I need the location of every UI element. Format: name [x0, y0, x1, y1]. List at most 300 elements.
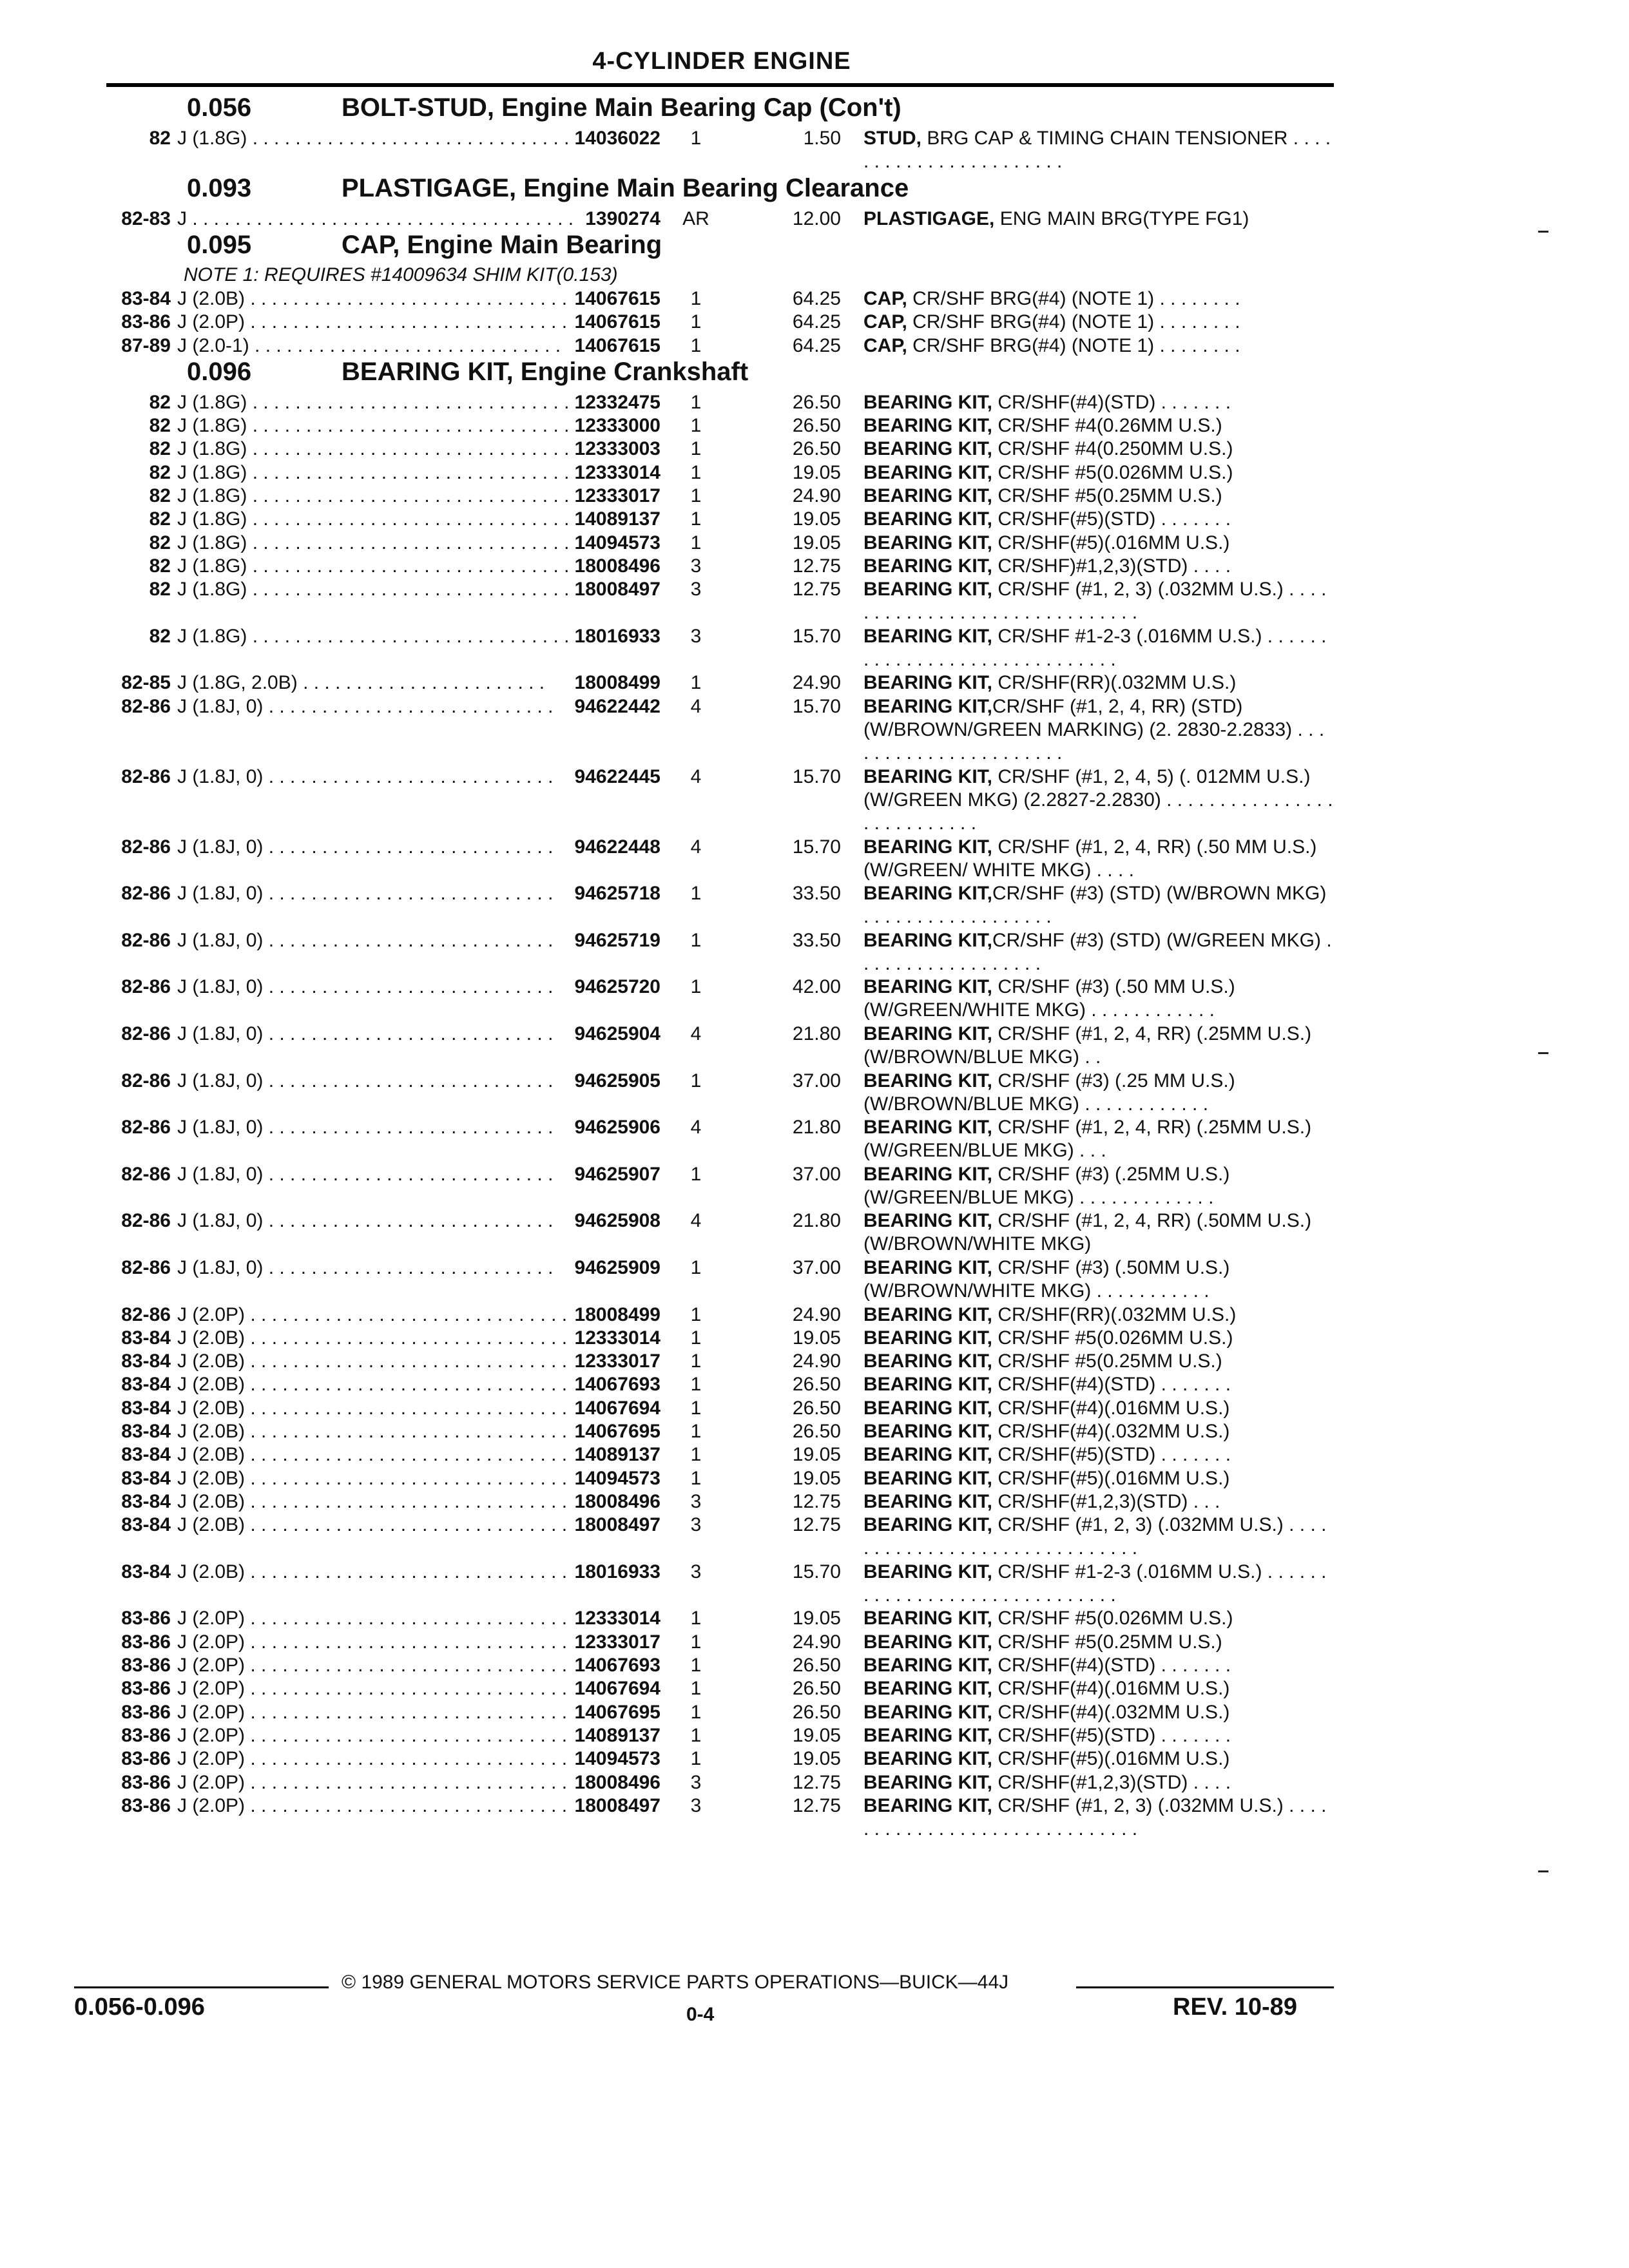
- price: 12.75: [792, 555, 841, 577]
- description-keyword: BEARING KIT,: [863, 1163, 993, 1185]
- section-name: PLASTIGAGE, Engine Main Bearing Clearance: [342, 173, 909, 202]
- parts-row: [0, 1070, 1629, 1117]
- price: 24.90: [792, 485, 841, 506]
- description-text: CR/SHF (#1, 2, 3) (.032MM U.S.) . . . . . . . . . . . . . . . . . . . . . . . . . . . . . .: [863, 1794, 1327, 1840]
- model-years: 82-86: [121, 1163, 171, 1185]
- parts-row: [0, 929, 1629, 976]
- description-text: CR/SHF (#3) (.50MM U.S.) (W/BROWN/WHITE MKG) . . . . . . . . . . .: [863, 1256, 1230, 1302]
- price: 26.50: [792, 1678, 841, 1700]
- parts-row: [0, 1420, 1629, 1443]
- price: 12.00: [792, 207, 841, 229]
- description-text: CR/SHF(RR)(.032MM U.S.): [992, 672, 1237, 694]
- description-text: CR/SHF(#4)(STD) . . . . . . .: [992, 1374, 1231, 1396]
- engine-code: J (2.0B) . . . . . . . . . . . . . . . . . . . . . . . . . . . . . .: [177, 1490, 568, 1512]
- price: 64.25: [792, 311, 841, 333]
- part-number: 14067615: [574, 287, 660, 309]
- quantity: 1: [690, 1327, 702, 1349]
- part-number: 94625906: [574, 1117, 660, 1139]
- parts-row: [0, 555, 1629, 578]
- model-years: 83-86: [121, 1794, 171, 1816]
- part-description: [863, 1116, 1334, 1162]
- part-number: 14094573: [574, 1467, 660, 1489]
- part-description: [863, 532, 1334, 555]
- model-years: 83-84: [121, 1514, 171, 1536]
- part-description: [863, 975, 1334, 1022]
- part-number: 12333014: [574, 1327, 660, 1349]
- quantity: 1: [690, 672, 702, 694]
- engine-code: J (1.8J, 0) . . . . . . . . . . . . . . . . . . . . . . . . . . .: [177, 695, 554, 717]
- description-text: CR/SHF(#5)(.016MM U.S.): [992, 1467, 1230, 1489]
- description-text: CR/SHF BRG(#4) (NOTE 1) . . . . . . . .: [907, 311, 1240, 333]
- quantity: 1: [690, 1256, 702, 1278]
- price: 26.50: [792, 438, 841, 460]
- parts-row: [0, 1443, 1629, 1466]
- parts-row: [0, 1209, 1629, 1256]
- price: 37.00: [792, 1163, 841, 1185]
- description-keyword: BEARING KIT,: [863, 1490, 993, 1512]
- section-number: 0.093: [187, 173, 252, 202]
- footer-rule-left: [74, 1986, 329, 1988]
- model-years: 83-84: [121, 1490, 171, 1512]
- description-text: CR/SHF(#4)(STD) . . . . . . .: [992, 391, 1231, 413]
- quantity: 1: [690, 1748, 702, 1770]
- price: 42.00: [792, 976, 841, 998]
- engine-code: J (1.8G) . . . . . . . . . . . . . . . . . . . . . . . . . . . . . .: [177, 532, 570, 553]
- quantity: 1: [690, 1303, 702, 1325]
- quantity: 1: [690, 1374, 702, 1396]
- description-keyword: BEARING KIT,: [863, 1210, 993, 1232]
- part-number: 1390274: [585, 207, 660, 229]
- description-keyword: BEARING KIT,: [863, 836, 993, 858]
- quantity: 1: [690, 438, 702, 460]
- engine-code: J (2.0P) . . . . . . . . . . . . . . . . . . . . . . . . . . . . . .: [177, 1303, 568, 1325]
- part-description: [863, 836, 1334, 882]
- description-text: CR/SHF (#1, 2, 4, RR) (STD) (W/BROWN/GREEN MARKING) (2. 2830-2.2833) . . . . . . . . . . . . . . . . . . . . . .: [863, 695, 1325, 764]
- description-keyword: BEARING KIT,: [863, 461, 993, 483]
- quantity: 1: [690, 1397, 702, 1419]
- model-years: 83-84: [121, 1467, 171, 1489]
- engine-code: J (2.0B) . . . . . . . . . . . . . . . . . . . . . . . . . . . . . .: [177, 1444, 568, 1466]
- description-keyword: STUD,: [863, 128, 921, 149]
- part-description: [863, 1677, 1334, 1700]
- description-keyword: BEARING KIT,: [863, 1256, 993, 1278]
- description-keyword: BEARING KIT,: [863, 1444, 993, 1466]
- description-text: CR/SHF(#4)(.032MM U.S.): [992, 1701, 1230, 1723]
- engine-code: J (2.0P) . . . . . . . . . . . . . . . . . . . . . . . . . . . . . .: [177, 1655, 568, 1676]
- part-number: 12333014: [574, 461, 660, 483]
- description-keyword: BEARING KIT,: [863, 1655, 993, 1676]
- parts-row: [0, 1794, 1629, 1841]
- part-number: 12333017: [574, 1631, 660, 1653]
- part-description: [863, 334, 1334, 358]
- parts-row: [0, 671, 1629, 695]
- description-keyword: BEARING KIT,: [863, 1724, 993, 1746]
- price: 21.80: [792, 1117, 841, 1139]
- section-number: 0.096: [187, 357, 252, 386]
- model-years: 82: [149, 532, 171, 553]
- description-keyword: BEARING KIT,: [863, 1631, 993, 1653]
- parts-row: [0, 391, 1629, 414]
- section-note: NOTE 1: REQUIRES #14009634 SHIM KIT(0.153): [184, 264, 618, 285]
- part-description: [863, 1467, 1334, 1490]
- description-text: CR/SHF(#4)(.016MM U.S.): [992, 1397, 1230, 1419]
- description-keyword: BEARING KIT,: [863, 532, 993, 553]
- parts-row: [0, 1327, 1629, 1350]
- description-text: CR/SHF #1-2-3 (.016MM U.S.) . . . . . . . . . . . . . . . . . . . . . . . . . . . . . .: [863, 625, 1327, 670]
- model-years: 83-86: [121, 1748, 171, 1770]
- description-keyword: BEARING KIT,: [863, 579, 993, 601]
- model-years: 82-86: [121, 929, 171, 951]
- quantity: 4: [690, 1117, 702, 1139]
- part-number: 12333014: [574, 1608, 660, 1629]
- parts-row: [0, 532, 1629, 555]
- part-description: [863, 1607, 1334, 1630]
- engine-code: J (1.8G) . . . . . . . . . . . . . . . . . . . . . . . . . . . . . .: [177, 391, 570, 413]
- part-number: 94625904: [574, 1023, 660, 1044]
- parts-row: [0, 625, 1629, 672]
- engine-code: J (2.0P) . . . . . . . . . . . . . . . . . . . . . . . . . . . . . .: [177, 1631, 568, 1653]
- price: 19.05: [792, 532, 841, 553]
- parts-row: [0, 311, 1629, 334]
- price: 37.00: [792, 1256, 841, 1278]
- part-number: 14089137: [574, 1724, 660, 1746]
- model-years: 82: [149, 438, 171, 460]
- model-years: 83-84: [121, 1397, 171, 1419]
- part-number: 94622445: [574, 765, 660, 787]
- parts-row: [0, 1607, 1629, 1630]
- section-number: 0.095: [187, 230, 252, 259]
- engine-code: J (1.8J, 0) . . . . . . . . . . . . . . . . . . . . . . . . . . .: [177, 883, 554, 905]
- part-description: [863, 207, 1334, 231]
- part-number: 94625908: [574, 1210, 660, 1232]
- engine-code: J (1.8J, 0) . . . . . . . . . . . . . . . . . . . . . . . . . . .: [177, 1210, 554, 1232]
- quantity: 1: [690, 287, 702, 309]
- description-text: BRG CAP & TIMING CHAIN TENSIONER . . . . . . . . . . . . . . . . . . . . . . .: [863, 128, 1331, 172]
- price: 19.05: [792, 1724, 841, 1746]
- part-number: 18016933: [574, 1561, 660, 1582]
- engine-code: J (1.8G) . . . . . . . . . . . . . . . . . . . . . . . . . . . . . .: [177, 625, 570, 647]
- description-text: CR/SHF #5(0.026MM U.S.): [992, 1608, 1233, 1629]
- quantity: 1: [690, 1467, 702, 1489]
- model-years: 82-86: [121, 1023, 171, 1044]
- part-number: 12333017: [574, 485, 660, 506]
- part-number: 14036022: [574, 128, 660, 149]
- quantity: AR: [682, 207, 709, 229]
- engine-code: J (2.0B) . . . . . . . . . . . . . . . . . . . . . . . . . . . . . .: [177, 1467, 568, 1489]
- part-number: 94625905: [574, 1070, 660, 1091]
- price: 19.05: [792, 1608, 841, 1629]
- price: 15.70: [792, 695, 841, 717]
- parts-row: [0, 207, 1629, 231]
- description-keyword: BEARING KIT,: [863, 1421, 993, 1442]
- price: 26.50: [792, 1701, 841, 1723]
- parts-row: [0, 765, 1629, 836]
- description-keyword: BEARING KIT,: [863, 1467, 993, 1489]
- part-number: 94625720: [574, 976, 660, 998]
- engine-code: J (2.0B) . . . . . . . . . . . . . . . . . . . . . . . . . . . . . .: [177, 1397, 568, 1419]
- part-description: [863, 1256, 1334, 1303]
- engine-code: J (1.8G) . . . . . . . . . . . . . . . . . . . . . . . . . . . . . .: [177, 438, 570, 460]
- model-years: 82-86: [121, 1117, 171, 1139]
- part-number: 12333003: [574, 438, 660, 460]
- model-years: 83-86: [121, 1631, 171, 1653]
- part-number: 14094573: [574, 1748, 660, 1770]
- description-keyword: BEARING KIT,: [863, 1794, 993, 1816]
- model-years: 82-86: [121, 976, 171, 998]
- parts-row: [0, 1724, 1629, 1747]
- engine-code: J (1.8J, 0) . . . . . . . . . . . . . . . . . . . . . . . . . . .: [177, 929, 554, 951]
- model-years: 82-83: [121, 207, 171, 229]
- description-text: CR/SHF (#3) (.50 MM U.S.) (W/GREEN/WHITE MKG) . . . . . . . . . . . .: [863, 976, 1235, 1021]
- parts-row: [0, 485, 1629, 508]
- engine-code: J (1.8J, 0) . . . . . . . . . . . . . . . . . . . . . . . . . . .: [177, 1023, 554, 1044]
- quantity: 4: [690, 836, 702, 858]
- quantity: 1: [690, 391, 702, 413]
- description-text: CR/SHF (#1, 2, 4, RR) (.50MM U.S.) (W/BROWN/WHITE MKG): [863, 1210, 1312, 1255]
- part-description: [863, 1373, 1334, 1396]
- description-text: CR/SHF BRG(#4) (NOTE 1) . . . . . . . .: [907, 334, 1240, 356]
- description-text: ENG MAIN BRG(TYPE FG1): [994, 207, 1249, 229]
- quantity: 3: [690, 625, 702, 647]
- quantity: 1: [690, 1655, 702, 1676]
- engine-code: J (2.0P) . . . . . . . . . . . . . . . . . . . . . . . . . . . . . .: [177, 1678, 568, 1700]
- description-text: CR/SHF (#1, 2, 3) (.032MM U.S.) . . . . . . . . . . . . . . . . . . . . . . . . . . . . . .: [863, 579, 1327, 624]
- part-number: 94625909: [574, 1256, 660, 1278]
- engine-code: J (1.8J, 0) . . . . . . . . . . . . . . . . . . . . . . . . . . .: [177, 1070, 554, 1091]
- description-keyword: CAP,: [863, 334, 907, 356]
- parts-row: [0, 1654, 1629, 1677]
- part-number: 18008499: [574, 672, 660, 694]
- model-years: 82: [149, 625, 171, 647]
- quantity: 4: [690, 765, 702, 787]
- engine-code: J (1.8J, 0) . . . . . . . . . . . . . . . . . . . . . . . . . . .: [177, 836, 554, 858]
- part-description: [863, 625, 1334, 671]
- description-keyword: CAP,: [863, 311, 907, 333]
- description-text: CR/SHF (#1, 2, 4, RR) (.25MM U.S.) (W/BROWN/BLUE MKG) . .: [863, 1023, 1312, 1068]
- quantity: 1: [690, 1608, 702, 1629]
- quantity: 1: [690, 508, 702, 530]
- part-number: 14094573: [574, 532, 660, 553]
- part-number: 14067615: [574, 334, 660, 356]
- parts-row: [0, 508, 1629, 531]
- price: 15.70: [792, 1561, 841, 1582]
- model-years: 82: [149, 555, 171, 577]
- description-keyword: BEARING KIT,: [863, 1303, 993, 1325]
- price: 19.05: [792, 1327, 841, 1349]
- parts-row: [0, 1467, 1629, 1490]
- description-keyword: BEARING KIT,: [863, 415, 993, 437]
- price: 33.50: [792, 929, 841, 951]
- part-number: 18008499: [574, 1303, 660, 1325]
- part-number: 94625907: [574, 1163, 660, 1185]
- description-text: CR/SHF #5(0.25MM U.S.): [992, 1631, 1222, 1653]
- description-text: CR/SHF #4(0.26MM U.S.): [992, 415, 1222, 437]
- engine-code: J (2.0B) . . . . . . . . . . . . . . . . . . . . . . . . . . . . . .: [177, 1327, 568, 1349]
- description-keyword: BEARING KIT,: [863, 929, 993, 951]
- quantity: 1: [690, 1701, 702, 1723]
- part-number: 18008497: [574, 1514, 660, 1536]
- model-years: 82: [149, 579, 171, 601]
- description-keyword: BEARING KIT,: [863, 1023, 993, 1044]
- parts-row: [0, 1350, 1629, 1373]
- model-years: 82-86: [121, 1303, 171, 1325]
- engine-code: J (1.8G) . . . . . . . . . . . . . . . . . . . . . . . . . . . . . .: [177, 579, 570, 601]
- price: 26.50: [792, 1397, 841, 1419]
- engine-code: J (1.8J, 0) . . . . . . . . . . . . . . . . . . . . . . . . . . .: [177, 1256, 554, 1278]
- description-keyword: BEARING KIT,: [863, 1397, 993, 1419]
- parts-row: [0, 975, 1629, 1023]
- part-description: [863, 1397, 1334, 1420]
- part-number: 14067693: [574, 1374, 660, 1396]
- part-number: 14067695: [574, 1701, 660, 1723]
- parts-row: [0, 1256, 1629, 1303]
- footer-revision: REV. 10-89: [1173, 1994, 1297, 2021]
- model-years: 82-86: [121, 695, 171, 717]
- part-description: [863, 1514, 1334, 1560]
- price: 12.75: [792, 1490, 841, 1512]
- price: 12.75: [792, 579, 841, 601]
- engine-code: J (2.0B) . . . . . . . . . . . . . . . . . . . . . . . . . . . . . .: [177, 1514, 568, 1536]
- part-description: [863, 1420, 1334, 1443]
- engine-code: J (2.0P) . . . . . . . . . . . . . . . . . . . . . . . . . . . . . .: [177, 311, 568, 333]
- margin-tick: [1538, 231, 1548, 233]
- model-years: 83-86: [121, 1701, 171, 1723]
- part-description: [863, 1070, 1334, 1116]
- description-keyword: BEARING KIT,: [863, 672, 993, 694]
- model-years: 82: [149, 391, 171, 413]
- part-number: 94625718: [574, 883, 660, 905]
- part-number: 14067695: [574, 1421, 660, 1442]
- quantity: 1: [690, 128, 702, 149]
- parts-row: [0, 1514, 1629, 1561]
- part-description: [863, 1303, 1334, 1327]
- part-description: [863, 461, 1334, 485]
- engine-code: J (2.0B) . . . . . . . . . . . . . . . . . . . . . . . . . . . . . .: [177, 1350, 568, 1372]
- engine-code: J (2.0P) . . . . . . . . . . . . . . . . . . . . . . . . . . . . . .: [177, 1794, 568, 1816]
- part-number: 94622448: [574, 836, 660, 858]
- description-text: CR/SHF #4(0.250MM U.S.): [992, 438, 1233, 460]
- engine-code: J (1.8J, 0) . . . . . . . . . . . . . . . . . . . . . . . . . . .: [177, 1163, 554, 1185]
- model-years: 82-86: [121, 1070, 171, 1091]
- part-number: 14089137: [574, 508, 660, 530]
- price: 12.75: [792, 1771, 841, 1793]
- price: 21.80: [792, 1210, 841, 1232]
- section-number: 0.056: [187, 93, 252, 122]
- part-description: [863, 1701, 1334, 1724]
- description-text: CR/SHF(#5)(STD) . . . . . . .: [992, 1444, 1231, 1466]
- parts-row: [0, 1631, 1629, 1654]
- price: 33.50: [792, 883, 841, 905]
- part-description: [863, 437, 1334, 461]
- quantity: 4: [690, 695, 702, 717]
- description-keyword: BEARING KIT,: [863, 1701, 993, 1723]
- description-keyword: BEARING KIT,: [863, 1117, 993, 1139]
- parts-row: [0, 1771, 1629, 1794]
- description-keyword: BEARING KIT,: [863, 765, 993, 787]
- part-number: 14089137: [574, 1444, 660, 1466]
- quantity: 3: [690, 555, 702, 577]
- description-keyword: BEARING KIT,: [863, 1070, 993, 1091]
- description-text: CR/SHF #1-2-3 (.016MM U.S.) . . . . . . . . . . . . . . . . . . . . . . . . . . . . . .: [863, 1561, 1327, 1606]
- parts-row: [0, 1373, 1629, 1396]
- price: 26.50: [792, 391, 841, 413]
- price: 24.90: [792, 1303, 841, 1325]
- description-keyword: PLASTIGAGE,: [863, 207, 995, 229]
- engine-code: J (2.0-1) . . . . . . . . . . . . . . . . . . . . . . . . . . . . .: [177, 334, 561, 356]
- part-number: 18008497: [574, 1794, 660, 1816]
- engine-code: J (1.8G) . . . . . . . . . . . . . . . . . . . . . . . . . . . . . .: [177, 485, 570, 506]
- model-years: 87-89: [121, 334, 171, 356]
- model-years: 83-84: [121, 1350, 171, 1372]
- quantity: 1: [690, 929, 702, 951]
- parts-row: [0, 695, 1629, 765]
- quantity: 1: [690, 1444, 702, 1466]
- description-keyword: BEARING KIT,: [863, 555, 993, 577]
- part-number: 12333017: [574, 1350, 660, 1372]
- part-description: [863, 1654, 1334, 1677]
- parts-row: [0, 127, 1629, 174]
- description-text: CR/SHF(#4)(STD) . . . . . . .: [992, 1655, 1231, 1676]
- quantity: 1: [690, 311, 702, 333]
- model-years: 82-86: [121, 836, 171, 858]
- part-description: [863, 1443, 1334, 1466]
- part-number: 18008496: [574, 1771, 660, 1793]
- quantity: 3: [690, 1490, 702, 1512]
- footer-page-number: 0-4: [686, 2004, 715, 2025]
- description-keyword: CAP,: [863, 287, 907, 309]
- quantity: 1: [690, 485, 702, 506]
- price: 15.70: [792, 765, 841, 787]
- part-description: [863, 287, 1334, 311]
- price: 26.50: [792, 415, 841, 437]
- quantity: 1: [690, 1724, 702, 1746]
- price: 1.50: [803, 128, 841, 149]
- part-description: [863, 1163, 1334, 1209]
- page-title: 4-CYLINDER ENGINE: [592, 48, 851, 75]
- description-text: CR/SHF (#3) (.25 MM U.S.) (W/BROWN/BLUE MKG) . . . . . . . . . . . .: [863, 1070, 1235, 1115]
- engine-code: J (2.0P) . . . . . . . . . . . . . . . . . . . . . . . . . . . . . .: [177, 1701, 568, 1723]
- model-years: 82-86: [121, 765, 171, 787]
- quantity: 3: [690, 1561, 702, 1582]
- price: 15.70: [792, 836, 841, 858]
- parts-row: [0, 1116, 1629, 1163]
- price: 26.50: [792, 1374, 841, 1396]
- section-name: BOLT-STUD, Engine Main Bearing Cap (Con't): [342, 93, 901, 122]
- description-keyword: BEARING KIT,: [863, 508, 993, 530]
- part-description: [863, 671, 1334, 695]
- parts-row: [0, 1303, 1629, 1327]
- quantity: 3: [690, 579, 702, 601]
- quantity: 1: [690, 1678, 702, 1700]
- engine-code: J (2.0P) . . . . . . . . . . . . . . . . . . . . . . . . . . . . . .: [177, 1771, 568, 1793]
- part-description: [863, 578, 1334, 624]
- model-years: 83-86: [121, 1678, 171, 1700]
- description-text: CR/SHF(#4)(.016MM U.S.): [992, 1678, 1230, 1700]
- engine-code: J (2.0B) . . . . . . . . . . . . . . . . . . . . . . . . . . . . . .: [177, 1421, 568, 1442]
- quantity: 1: [690, 334, 702, 356]
- engine-code: J (1.8G, 2.0B) . . . . . . . . . . . . . . . . . . . . . . .: [177, 672, 545, 694]
- description-keyword: BEARING KIT,: [863, 1748, 993, 1770]
- margin-tick: [1538, 1870, 1548, 1872]
- description-text: CR/SHF(#5)(.016MM U.S.): [992, 532, 1230, 553]
- part-description: [863, 1771, 1334, 1794]
- part-description: [863, 1631, 1334, 1654]
- parts-row: [0, 1701, 1629, 1724]
- description-keyword: BEARING KIT,: [863, 1561, 993, 1582]
- model-years: 83-86: [121, 1771, 171, 1793]
- model-years: 82: [149, 461, 171, 483]
- engine-code: J (2.0P) . . . . . . . . . . . . . . . . . . . . . . . . . . . . . .: [177, 1724, 568, 1746]
